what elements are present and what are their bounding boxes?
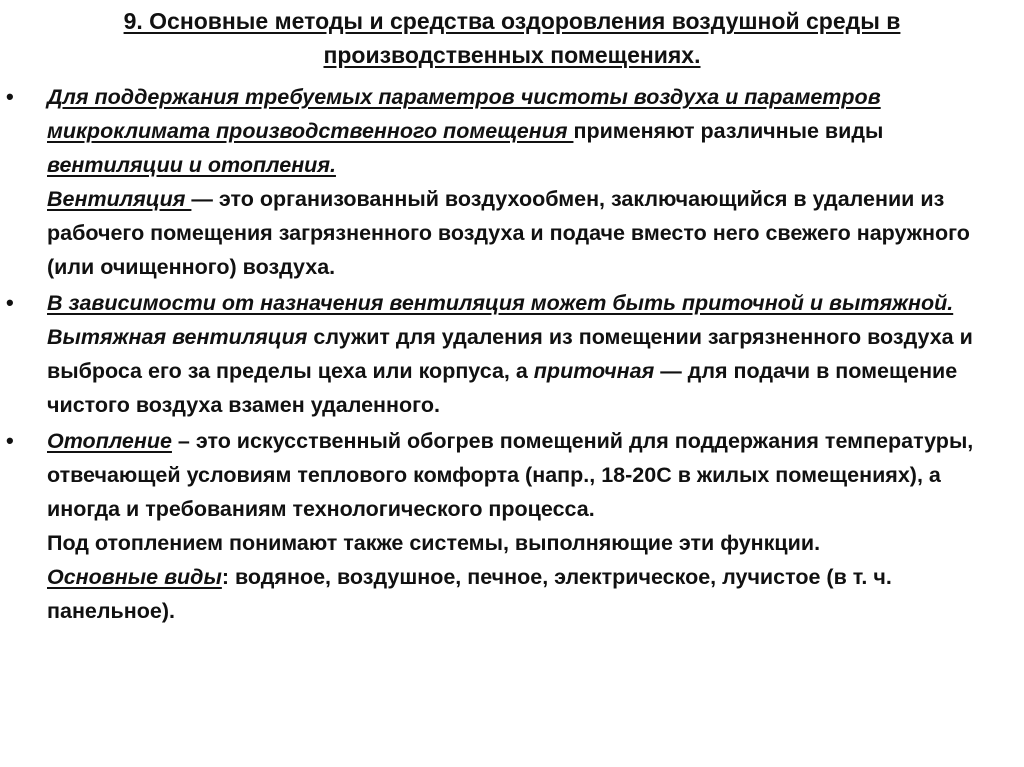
slide-content xyxy=(0,80,1010,630)
slide-title xyxy=(0,4,1024,72)
bullet-item-heating xyxy=(0,424,1010,628)
body-text: применяют различные виды xyxy=(573,119,884,143)
term-ventilation: Вентиляция xyxy=(47,187,192,211)
emphasis-text: вентиляции и отопления. xyxy=(47,153,336,177)
title-line-1: 9. Основные методы и средства оздоровления воздушной среды в xyxy=(123,8,901,34)
bullet-icon: • xyxy=(6,428,14,453)
term-main-types: Основные виды xyxy=(47,565,222,589)
bullet-icon: • xyxy=(6,290,14,315)
emphasis-text: Для поддержания требуемых параметров чистоты воздуха и параметров микроклимата производственного помещения xyxy=(47,85,881,143)
emphasis-text: В зависимости от назначения вентиляция может быть приточной и вытяжной. xyxy=(47,291,954,315)
title-line-2: производственных помещениях. xyxy=(323,42,701,68)
term-exhaust: Вытяжная вентиляция xyxy=(47,325,308,349)
bullet-icon: • xyxy=(6,84,14,109)
body-text: — для подачи в помещение чистого воздуха взамен удаленного. xyxy=(47,359,958,417)
body-text: : водяное, воздушное, печное, электрическое, лучистое (в т. ч. панельное). xyxy=(47,565,892,623)
body-text: служит для удаления из помещении загрязненного воздуха и выброса его за пределы цеха или корпуса, а xyxy=(47,325,973,383)
term-supply: приточная xyxy=(533,359,655,383)
bullet-item-ventilation-heating xyxy=(0,80,1010,284)
body-text: Под отоплением понимают также системы, выполняющие эти функции. xyxy=(47,531,821,555)
definition-text: – это искусственный обогрев помещений для поддержания температуры, отвечающей условиям теплового комфорта (напр., 18-20С в жилых помещениях), а иногда и требованиям технологического процесса. xyxy=(47,429,974,521)
term-heating: Отопление xyxy=(47,429,172,453)
definition-text: — это организованный воздухообмен, заключающийся в удалении из рабочего помещения загрязненного воздуха и подаче вместо него свежего наружного (или очищенного) воздуха. xyxy=(47,187,970,279)
bullet-item-ventilation-types xyxy=(0,286,1010,422)
